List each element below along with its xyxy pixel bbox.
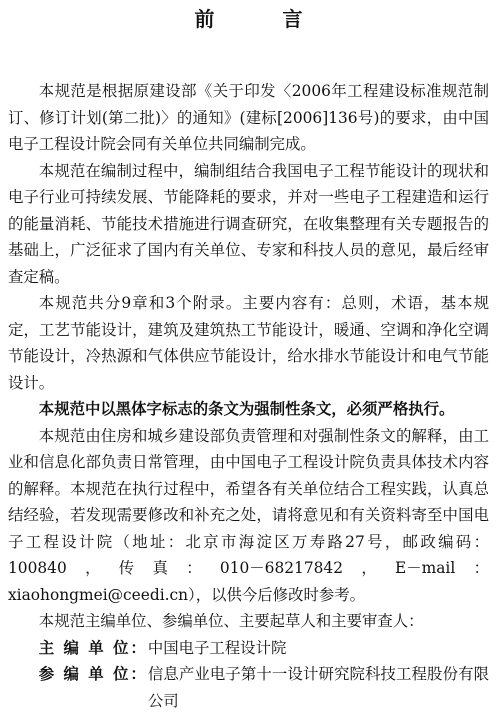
mandatory-highlight: 黑体字 [115, 400, 162, 418]
paragraph-process: 本规范在编制过程中，编制组结合我国电子工程节能设计的现状和电子行业可持续发展、节能降耗的要求，并对一些电子工程建造和运行的能量消耗、节能技术措施进行调查研究，在收集整理有关专题报告的基础上，广泛征求了国内有关单位、专家和科技人员的意见，最后经审查定稿。 [8, 161, 489, 286]
paragraph-units-intro: 本规范主编单位、参编单位、主要起草人和主要审查人： [38, 612, 424, 630]
chief-unit-label: 主 编 单 位： [38, 638, 148, 657]
chief-unit-row [8, 635, 489, 662]
participating-unit-label: 参 编 单 位： [38, 665, 148, 683]
chief-unit-value: 中国电子工程设计院 [147, 638, 287, 657]
paragraph-mandatory [8, 396, 489, 423]
participating-unit-row [8, 661, 489, 714]
document-body [8, 78, 489, 714]
page-title: 前 言 [194, 7, 327, 31]
paragraph-management: 本规范由住房和城乡建设部负责管理和对强制性条文的解释，由工业和信息化部负责日常管理，由中国电子工程设计院负责具体技术内容的解释。本规范在执行过程中，希望各有关单位结合工程实践，认真总结经验，若发现需要修改和补充之处，请将意见和有关资料寄至中国电子工程设计院（地址：北京市海淀区万寿路27号，邮政编码：100840，传真：010－68217842，E－mail：xiaohongmei@ceedi.cn），以供今后修改时参考。 [8, 426, 489, 604]
paragraph-basis: 本规范是根据原建设部《关于印发〈2006年工程建设标准规范制订、修订计划(第二批)〉的通知》(建标[2006]136号)的要求，由中国电子工程设计院会同有关单位共同编制完成。 [8, 82, 489, 153]
participating-unit-value: 信息产业电子第十一设计研究院科技工程股份有限公司 [147, 665, 489, 710]
mandatory-prefix: 本规范中以 [38, 400, 116, 418]
mandatory-suffix: 标志的条文为强制性条文，必须严格执行。 [161, 400, 455, 418]
paragraph-contents: 本规范共分9章和3个附录。主要内容有：总则，术语，基本规定，工艺节能设计，建筑及建筑热工节能设计，暖通、空调和净化空调节能设计，冷热源和气体供应节能设计，给水排水节能设计和电气节能设计。 [8, 294, 489, 392]
